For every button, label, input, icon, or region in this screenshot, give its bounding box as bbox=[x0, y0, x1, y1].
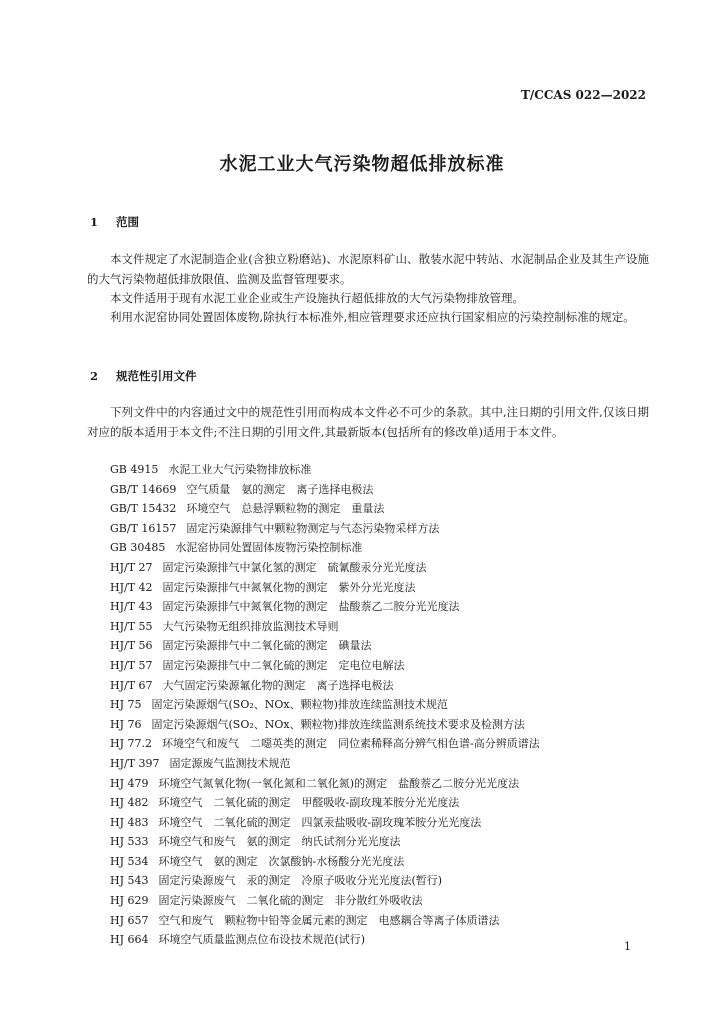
reference-title: 环境空气 氨的测定 次氯酸钠-水杨酸分光光度法 bbox=[158, 854, 405, 868]
reference-item bbox=[110, 813, 540, 833]
reference-item bbox=[110, 597, 540, 617]
reference-item bbox=[110, 499, 540, 519]
reference-item bbox=[110, 734, 540, 754]
reference-title: 空气和废气 颗粒物中铅等金属元素的测定 电感耦合等离子体质谱法 bbox=[158, 913, 500, 927]
reference-code: GB/T 14669 bbox=[110, 482, 177, 496]
reference-code: HJ 479 bbox=[110, 776, 149, 790]
reference-title: 环境空气 二氧化硫的测定 四氯汞盐吸收-副玫瑰苯胺分光光度法 bbox=[158, 815, 482, 829]
reference-code: HJ 76 bbox=[110, 717, 142, 731]
reference-code: HJ 664 bbox=[110, 933, 149, 947]
page-title: 水泥工业大气污染物超低排放标准 bbox=[219, 154, 505, 175]
reference-code: HJ 657 bbox=[110, 913, 149, 927]
reference-title: 固定污染源废气 汞的测定 冷原子吸收分光光度法(暂行) bbox=[158, 874, 443, 888]
reference-code: HJ/T 57 bbox=[110, 658, 153, 672]
reference-item bbox=[110, 636, 540, 656]
reference-title: 水泥窑协同处置固体废物污染控制标准 bbox=[175, 541, 363, 555]
paragraph: 利用水泥窑协同处置固体废物,除执行本标准外,相应管理要求还应执行国家相应的污染控制标准的规定。 bbox=[110, 310, 635, 324]
reference-title: 固定污染源排气中颗粒物测定与气态污染物采样方法 bbox=[186, 521, 440, 535]
reference-code: HJ/T 43 bbox=[110, 600, 153, 614]
paragraph: 本文件规定了水泥制造企业(含独立粉磨站)、水泥原料矿山、散装水泥中转站、水泥制品企业及其生产设施的大气污染物超低排放限值、监测及监督管理要求。 bbox=[87, 252, 649, 286]
reference-item bbox=[110, 558, 540, 578]
reference-item bbox=[110, 930, 540, 950]
reference-title: 固定污染源烟气(SO₂、NOx、颗粒物)排放连续监测系统技术要求及检测方法 bbox=[151, 717, 525, 731]
reference-code: HJ 629 bbox=[110, 894, 149, 908]
section-title: 规范性引用文件 bbox=[116, 369, 197, 383]
reference-item bbox=[110, 832, 540, 852]
reference-code: HJ 77.2 bbox=[110, 737, 152, 751]
reference-title: 空气质量 氨的测定 离子选择电极法 bbox=[186, 482, 374, 496]
reference-list bbox=[110, 460, 540, 950]
reference-code: HJ/T 27 bbox=[110, 560, 153, 574]
section-1-heading bbox=[90, 214, 139, 230]
reference-item bbox=[110, 715, 540, 735]
section-number: 1 bbox=[90, 215, 99, 229]
reference-item bbox=[110, 656, 540, 676]
reference-title: 固定污染源废气 二氧化硫的测定 非分散红外吸收法 bbox=[158, 894, 423, 908]
reference-item bbox=[110, 793, 540, 813]
reference-title: 固定源废气监测技术规范 bbox=[169, 756, 291, 770]
reference-code: HJ 482 bbox=[110, 796, 149, 810]
reference-title: 固定污染源烟气(SO₂、NOx、颗粒物)排放连续监测技术规范 bbox=[151, 698, 448, 712]
reference-item bbox=[110, 617, 540, 637]
reference-title: 大气污染物无组织排放监测技术导则 bbox=[162, 619, 339, 633]
reference-title: 环境空气氮氧化物(一氧化氮和二氧化氮)的测定 盐酸萘乙二胺分光光度法 bbox=[158, 776, 520, 790]
section-title: 范围 bbox=[116, 215, 139, 229]
reference-item bbox=[110, 852, 540, 872]
reference-title: 固定污染源排气中氮氧化物的测定 紫外分光光度法 bbox=[162, 580, 416, 594]
reference-code: HJ 483 bbox=[110, 815, 149, 829]
reference-item bbox=[110, 695, 540, 715]
standard-number: T/CCAS 022—2022 bbox=[520, 88, 646, 102]
reference-item bbox=[110, 676, 540, 696]
reference-item bbox=[110, 911, 540, 931]
reference-title: 环境空气 总悬浮颗粒物的测定 重量法 bbox=[186, 502, 385, 516]
reference-item bbox=[110, 578, 540, 598]
section-number: 2 bbox=[90, 369, 99, 383]
reference-code: HJ/T 67 bbox=[110, 678, 153, 692]
reference-code: HJ/T 397 bbox=[110, 756, 160, 770]
reference-title: 固定污染源排气中二氧化硫的测定 定电位电解法 bbox=[162, 658, 405, 672]
reference-code: GB 4915 bbox=[110, 463, 159, 476]
reference-item bbox=[110, 460, 540, 480]
paragraph: 本文件适用于现有水泥工业企业或生产设施执行超低排放的大气污染物排放管理。 bbox=[110, 291, 524, 305]
reference-code: GB/T 15432 bbox=[110, 502, 177, 516]
reference-code: HJ 543 bbox=[110, 874, 149, 888]
reference-title: 环境空气和废气 氨的测定 纳氏试剂分光光度法 bbox=[158, 835, 401, 849]
reference-item bbox=[110, 538, 540, 558]
reference-title: 大气固定污染源氟化物的测定 离子选择电极法 bbox=[162, 678, 394, 692]
reference-item bbox=[110, 774, 540, 794]
paragraph: 下列文件中的内容通过文中的规范性引用而构成本文件必不可少的条款。其中,注日期的引用文件,仅该日期对应的版本适用于本文件;不注日期的引用文件,其最新版本(包括所有的修改单)适用于本文件。 bbox=[87, 405, 649, 439]
reference-title: 环境空气和废气 二噁英类的测定 同位素稀释高分辨气相色谱-高分辨质谱法 bbox=[162, 737, 540, 751]
section-2-heading bbox=[90, 368, 197, 384]
reference-item bbox=[110, 480, 540, 500]
reference-item bbox=[110, 891, 540, 911]
reference-code: HJ 533 bbox=[110, 835, 149, 849]
reference-code: HJ/T 42 bbox=[110, 580, 153, 594]
reference-title: 环境空气 二氧化硫的测定 甲醛吸收-副玫瑰苯胺分光光度法 bbox=[158, 796, 460, 810]
reference-code: HJ 75 bbox=[110, 698, 142, 712]
reference-code: HJ 534 bbox=[110, 854, 149, 868]
reference-code: HJ/T 56 bbox=[110, 639, 153, 653]
reference-code: HJ/T 55 bbox=[110, 619, 153, 633]
page-number: 1 bbox=[624, 940, 631, 953]
reference-title: 固定污染源排气中氯化氢的测定 硫氰酸汞分光光度法 bbox=[162, 560, 427, 574]
reference-item bbox=[110, 871, 540, 891]
reference-title: 环境空气质量监测点位布设技术规范(试行) bbox=[158, 933, 366, 947]
reference-code: GB 30485 bbox=[110, 541, 166, 555]
reference-title: 水泥工业大气污染物排放标准 bbox=[168, 463, 312, 476]
reference-title: 固定污染源排气中氮氧化物的测定 盐酸萘乙二胺分光光度法 bbox=[162, 600, 460, 614]
reference-code: GB/T 16157 bbox=[110, 521, 177, 535]
reference-title: 固定污染源排气中二氧化硫的测定 碘量法 bbox=[162, 639, 372, 653]
reference-item bbox=[110, 754, 540, 774]
reference-item bbox=[110, 519, 540, 539]
